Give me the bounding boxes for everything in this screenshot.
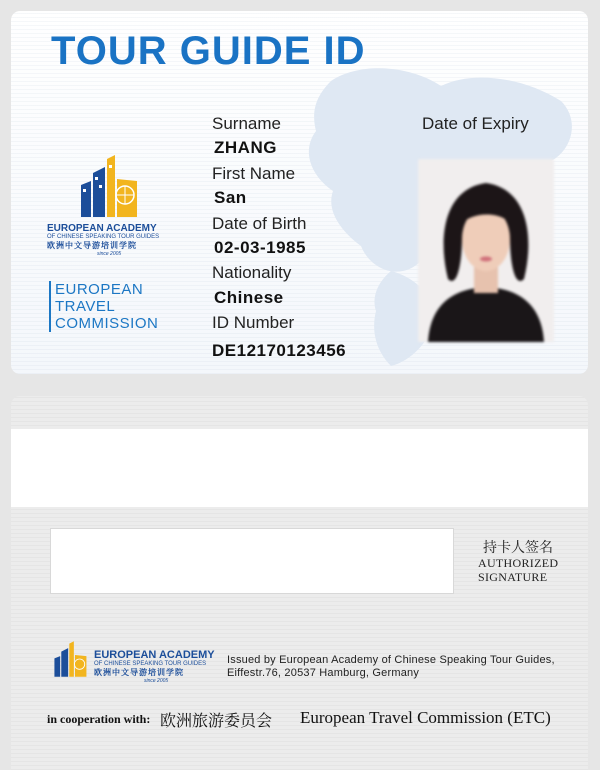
- cooperation-label: in cooperation with:: [47, 712, 151, 726]
- academy-name: EUROPEAN ACADEMY: [47, 223, 157, 234]
- academy-chinese-name: 欧洲中文导游培训学院: [94, 668, 184, 677]
- academy-logo: [47, 151, 177, 257]
- first-name-value: San: [214, 188, 247, 207]
- academy-chinese-name: 欧洲中文导游培训学院: [47, 241, 137, 250]
- id-number-value: DE12170123456: [212, 341, 347, 360]
- academy-logo-small: [51, 634, 221, 684]
- portrait-photo: [418, 159, 554, 342]
- etc-line-2: TRAVEL: [55, 298, 116, 315]
- nationality-value: Chinese: [214, 288, 284, 307]
- academy-subtitle: OF CHINESE SPEAKING TOUR GUIDES: [94, 661, 207, 667]
- academy-building-icon: [75, 151, 145, 221]
- academy-name: EUROPEAN ACADEMY: [94, 649, 215, 661]
- surname-label: Surname: [212, 114, 281, 133]
- signature-en-line-1: AUTHORIZED: [478, 556, 559, 570]
- academy-subtitle: OF CHINESE SPEAKING TOUR GUIDES: [47, 234, 160, 240]
- id-card-back: [11, 396, 588, 770]
- etc-logo: [49, 281, 158, 332]
- signature-en-line-2: SIGNATURE: [478, 570, 548, 584]
- signature-box: [50, 528, 454, 594]
- id-number-label: ID Number: [212, 313, 295, 332]
- dob-label: Date of Birth: [212, 214, 307, 233]
- signature-english-label: [478, 556, 558, 584]
- issuer-text: [227, 654, 555, 680]
- id-card-front: [11, 11, 588, 374]
- magnetic-stripe: [11, 429, 588, 507]
- etc-line-1: EUROPEAN: [55, 281, 144, 298]
- cooperation-english-name: European Travel Commission (ETC): [300, 708, 551, 727]
- etc-line-3: COMMISSION: [55, 315, 159, 332]
- signature-chinese-label: 持卡人签名: [483, 539, 553, 555]
- issuer-line-2: Eiffestr.76, 20537 Hamburg, Germany: [227, 667, 420, 679]
- card-title: TOUR GUIDE ID: [51, 29, 366, 73]
- academy-building-icon: [51, 634, 91, 684]
- portrait-icon: [418, 159, 554, 342]
- nationality-label: Nationality: [212, 263, 292, 282]
- first-name-label: First Name: [212, 164, 296, 183]
- surname-value: ZHANG: [214, 138, 277, 157]
- issuer-line-1: Issued by European Academy of Chinese Speaking Tour Guides,: [227, 654, 555, 666]
- dob-value: 02-03-1985: [214, 238, 306, 257]
- expiry-label: Date of Expiry: [422, 114, 529, 133]
- academy-since: since 2005: [144, 678, 169, 684]
- academy-since: since 2005: [97, 251, 122, 257]
- cooperation-chinese-name: 欧洲旅游委员会: [160, 713, 273, 730]
